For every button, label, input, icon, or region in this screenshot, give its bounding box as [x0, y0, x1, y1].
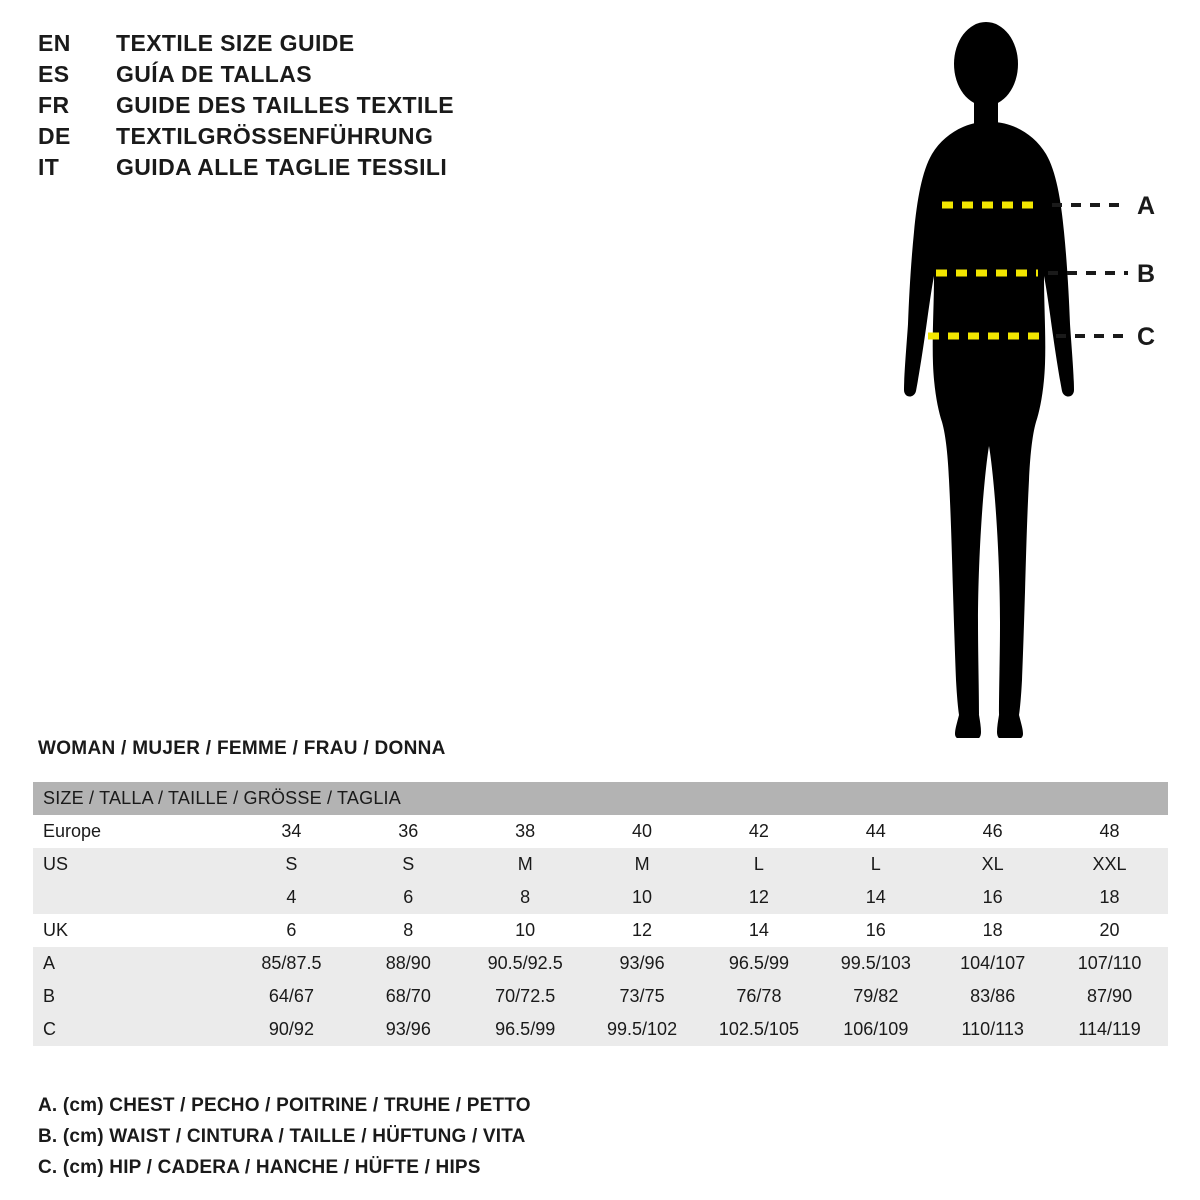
language-title: GUIDA ALLE TAGLIE TESSILI: [116, 154, 448, 180]
table-cell: 38: [515, 821, 536, 841]
table-cell: 14: [865, 887, 886, 907]
table-row: [33, 947, 1168, 980]
language-title: TEXTILGRÖSSENFÜHRUNG: [116, 123, 434, 149]
table-cell: 104/107: [960, 953, 1026, 973]
measurement-legend: [38, 1090, 938, 1183]
table-row: [33, 848, 1168, 881]
table-cell: 18: [982, 920, 1003, 940]
table-cell: 90.5/92.5: [487, 953, 563, 973]
silhouette-icon: [904, 22, 1074, 738]
language-title: TEXTILE SIZE GUIDE: [116, 30, 355, 56]
table-cell: 14: [748, 920, 769, 940]
table-cell: 99.5/102: [607, 1019, 678, 1039]
table-cell: 68/70: [385, 986, 431, 1006]
language-code: FR: [38, 92, 70, 118]
measure-label-b: B: [1137, 260, 1156, 288]
table-cell: L: [870, 854, 881, 874]
language-code: EN: [38, 30, 71, 56]
table-cell: 76/78: [736, 986, 782, 1006]
table-cell: 12: [748, 887, 769, 907]
table-header-row: [33, 782, 1168, 815]
table-header-title: SIZE / TALLA / TAILLE / GRÖSSE / TAGLIA: [43, 788, 401, 808]
measure-label-a: A: [1137, 192, 1156, 220]
row-label: B: [43, 986, 56, 1006]
table-cell: 46: [982, 821, 1003, 841]
table-cell: 73/75: [619, 986, 665, 1006]
table-cell: 20: [1099, 920, 1120, 940]
table-cell: 99.5/103: [840, 953, 911, 973]
table-cell: 8: [520, 887, 531, 907]
table-cell: 40: [632, 821, 653, 841]
table-cell: 107/110: [1077, 953, 1142, 973]
table-cell: 93/96: [385, 1019, 431, 1039]
table-cell: M: [634, 854, 650, 874]
table-cell: 102.5/105: [718, 1019, 799, 1039]
section-caption: WOMAN / MUJER / FEMME / FRAU / DONNA: [38, 738, 446, 759]
table-cell: 6: [286, 920, 297, 940]
measure-label-c: C: [1137, 323, 1156, 351]
row-label: [33, 881, 233, 914]
table-cell: 114/119: [1078, 1019, 1141, 1039]
language-row: [38, 61, 658, 92]
table-cell: L: [753, 854, 764, 874]
table-cell: S: [285, 854, 298, 874]
table-cell: 83/86: [970, 986, 1016, 1006]
table-cell: 64/67: [268, 986, 314, 1006]
language-title: GUIDE DES TAILLES TEXTILE: [116, 92, 454, 118]
table-cell: 44: [865, 821, 886, 841]
table-cell: 70/72.5: [495, 986, 556, 1006]
table-cell: 85/87.5: [261, 953, 322, 973]
table-cell: 10: [632, 887, 653, 907]
legend-item-c: C. (cm) HIP / CADERA / HANCHE / HÜFTE / HIPS: [38, 1157, 481, 1178]
table-cell: 34: [281, 821, 302, 841]
table-cell: XL: [981, 854, 1004, 874]
legend-item-b: B. (cm) WAIST / CINTURA / TAILLE / HÜFTUNG / VITA: [38, 1126, 526, 1147]
table-cell: 10: [515, 920, 536, 940]
language-title-list: [38, 30, 658, 185]
row-label: US: [43, 854, 69, 874]
language-code: DE: [38, 123, 71, 149]
language-row: [38, 154, 658, 185]
table-cell: 42: [748, 821, 769, 841]
row-label: A: [43, 953, 56, 973]
table-cell: 4: [286, 887, 297, 907]
language-code: IT: [38, 154, 60, 180]
table-cell: 110/113: [961, 1019, 1024, 1039]
table-cell: 96.5/99: [495, 1019, 556, 1039]
table-cell: 48: [1099, 821, 1120, 841]
table-cell: S: [402, 854, 415, 874]
female-silhouette-figure: [860, 18, 1180, 738]
table-row: [33, 980, 1168, 1013]
table-row: [33, 881, 1168, 914]
table-cell: 8: [403, 920, 414, 940]
language-row: [38, 123, 658, 154]
table-cell: 18: [1099, 887, 1120, 907]
table-cell: XXL: [1092, 854, 1127, 874]
row-label: UK: [43, 920, 69, 940]
table-cell: 36: [398, 821, 419, 841]
language-code: ES: [38, 61, 70, 87]
table-cell: 88/90: [385, 953, 431, 973]
language-row: [38, 30, 658, 61]
language-row: [38, 92, 658, 123]
table-cell: 90/92: [268, 1019, 314, 1039]
language-title: GUÍA DE TALLAS: [116, 61, 312, 87]
row-label: Europe: [43, 821, 102, 841]
table-cell: 6: [403, 887, 414, 907]
table-row: [33, 914, 1168, 947]
size-table: [33, 782, 1168, 1046]
table-row: [33, 815, 1168, 848]
table-cell: 79/82: [853, 986, 899, 1006]
table-cell: 12: [632, 920, 653, 940]
table-cell: 87/90: [1087, 986, 1133, 1006]
table-cell: 93/96: [619, 953, 665, 973]
row-label: C: [43, 1019, 56, 1039]
table-cell: 16: [982, 887, 1003, 907]
table-cell: 106/109: [843, 1019, 909, 1039]
legend-item-a: A. (cm) CHEST / PECHO / POITRINE / TRUHE / PETTO: [38, 1095, 531, 1116]
table-cell: 16: [865, 920, 886, 940]
table-cell: 96.5/99: [728, 953, 789, 973]
table-cell: M: [517, 854, 533, 874]
table-row: [33, 1013, 1168, 1046]
